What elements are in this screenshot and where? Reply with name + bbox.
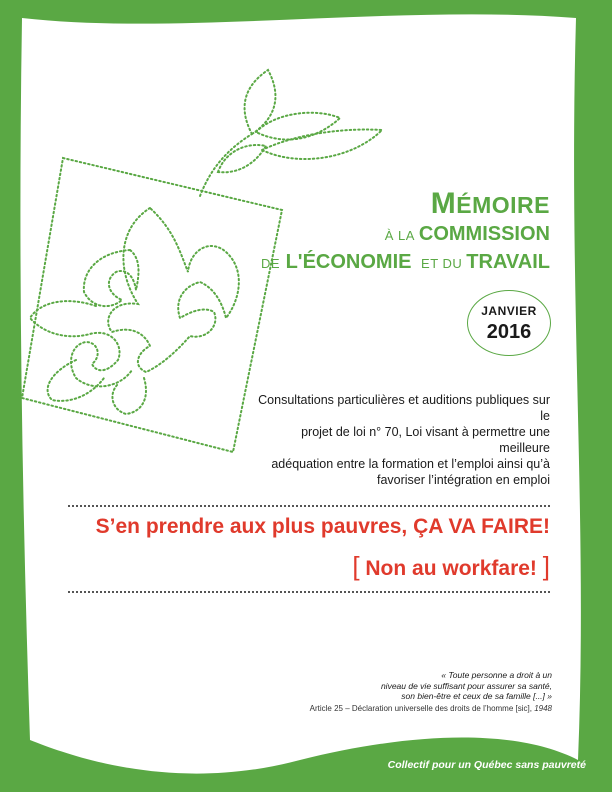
close-bracket: ] [542, 551, 550, 581]
title-economie-travail [261, 249, 550, 277]
description-paragraph [250, 392, 550, 488]
fleur-de-lis-icon [30, 208, 239, 386]
open-bracket: [ [352, 551, 360, 581]
description-line: favoriser l’intégration en emploi [376, 473, 550, 487]
citation-text: Article 25 – Déclaration universelle des droits de l’homme [sic], [309, 704, 532, 713]
title-commission [261, 221, 550, 249]
title-et-du: ET DU [421, 256, 463, 271]
sprout-stem [200, 134, 252, 196]
title-economie-word: L'ÉCONOMIE [285, 251, 412, 273]
leaf-upper-right-icon [256, 113, 340, 140]
title-travail-word: TRAVAIL [466, 251, 550, 273]
leaf-right-icon [262, 130, 382, 160]
slogan-text-2: Non au workfare! [365, 557, 537, 580]
slogan-line-1: S’en prendre aux plus pauvres, ÇA VA FAIRE! [95, 515, 550, 538]
description-line: adéquation entre la formation et l’emploi ainsi qu’à [271, 457, 550, 471]
date-year: 2016 [486, 321, 532, 343]
title-memoire [261, 188, 550, 221]
dotted-divider-top [68, 505, 550, 507]
tilted-square-outline [22, 158, 282, 452]
quote-citation [310, 704, 552, 713]
footer-organization: Collectif pour un Québec sans pauvreté [387, 759, 586, 771]
date-badge [467, 290, 551, 356]
title-commission-word: COMMISSION [418, 223, 550, 245]
title-initial: M [430, 187, 457, 220]
title-rest: ÉMOIRE [456, 192, 550, 218]
quote-line: niveau de vie suffisant pour assurer sa santé, [380, 680, 552, 691]
title-de: DE [260, 256, 281, 271]
quote-line: son bien-être et ceux de sa famille [...] » [401, 691, 552, 701]
description-line: projet de loi n° 70, Loi visant à permettre une meilleure [301, 425, 550, 455]
quote-line: « Toute personne a droit à un [441, 670, 552, 680]
slogan-line-2 [352, 551, 550, 582]
title-block [261, 188, 550, 277]
quote-block [381, 670, 552, 702]
description-line: Consultations particulières et auditions publiques sur le [258, 393, 550, 423]
date-month: JANVIER [481, 304, 537, 318]
leaf-left-icon [245, 70, 276, 134]
dotted-divider-bottom [68, 591, 550, 593]
citation-year: 1948 [534, 704, 552, 713]
leaf-small-icon [218, 145, 266, 172]
title-a-la: À LA [384, 228, 415, 243]
